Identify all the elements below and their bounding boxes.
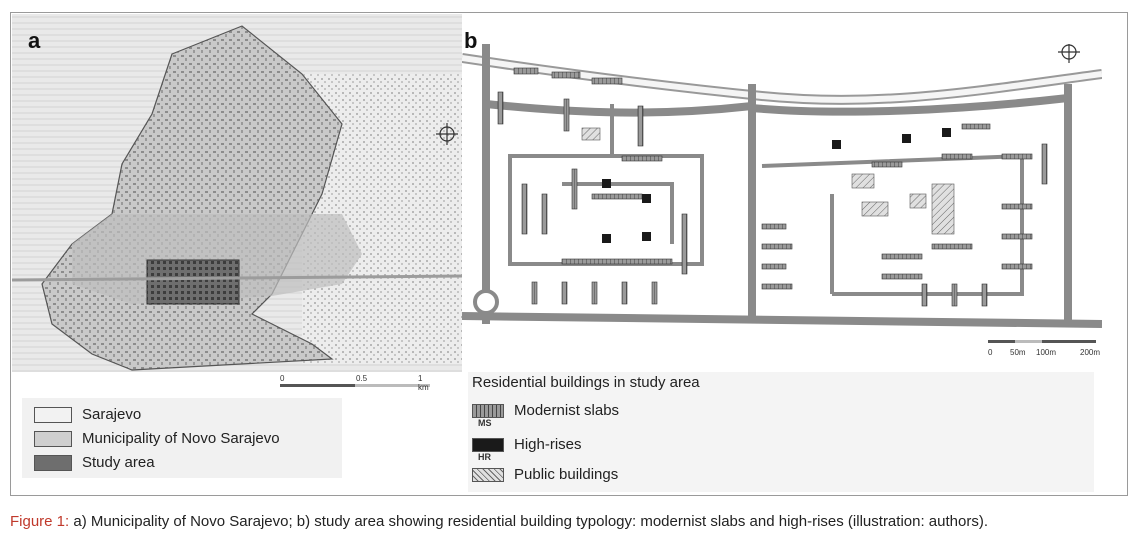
legend-label: Municipality of Novo Sarajevo — [82, 430, 280, 447]
legend-panel-a — [22, 398, 342, 478]
legend-item-sarajevo — [34, 406, 141, 423]
scale-b-tick-3: 200m — [1080, 348, 1101, 357]
scale-b-tick-2: 100m — [1036, 348, 1057, 357]
caption-label: Figure 1: — [10, 513, 70, 530]
legend-panel-b — [468, 372, 1094, 492]
legend-item-municipality — [34, 430, 280, 447]
map-panel-b — [462, 44, 1102, 362]
legend-label: Study area — [82, 454, 155, 471]
scale-b-tick-1: 50m — [1010, 348, 1026, 357]
legend-item-modernist-slabs — [472, 402, 619, 419]
scale-b-tick-0: 0 — [988, 348, 993, 357]
scale-a-tick-2: 1 km — [418, 374, 429, 392]
legend-title: Residential buildings in study area — [472, 374, 700, 391]
legend-label: Sarajevo — [82, 406, 142, 423]
legend-label: High-rises — [514, 436, 582, 453]
legend-tag-ms: MS — [478, 418, 492, 428]
caption-text: a) Municipality of Novo Sarajevo; b) study area showing residential building typology: modernist slabs and high-rises (illustration: authors). — [69, 513, 988, 530]
study-area-polygon — [147, 260, 239, 304]
legend-item-high-rises — [472, 436, 582, 453]
legend-label: Public buildings — [514, 466, 619, 483]
legend-swatch — [34, 407, 72, 423]
legend-swatch — [472, 468, 504, 482]
legend-swatch — [472, 404, 504, 418]
legend-item-study-area — [34, 454, 155, 471]
roundabout — [475, 291, 497, 313]
scale-bar-a — [280, 374, 430, 394]
panel-a-letter: a — [28, 28, 41, 53]
legend-label: Modernist slabs — [514, 402, 620, 419]
figure-caption — [10, 512, 1130, 532]
legend-item-public-buildings — [472, 466, 618, 483]
legend-swatch — [34, 455, 72, 471]
scale-a-tick-0: 0 — [280, 374, 285, 383]
legend-tag-hr: HR — [478, 452, 491, 462]
legend-swatch — [472, 438, 504, 452]
scale-a-tick-1: 0.5 — [356, 374, 368, 383]
panel-b-letter: b — [464, 28, 478, 53]
map-panel-a — [12, 14, 462, 372]
legend-swatch — [34, 431, 72, 447]
scale-bar-b — [988, 336, 1100, 360]
